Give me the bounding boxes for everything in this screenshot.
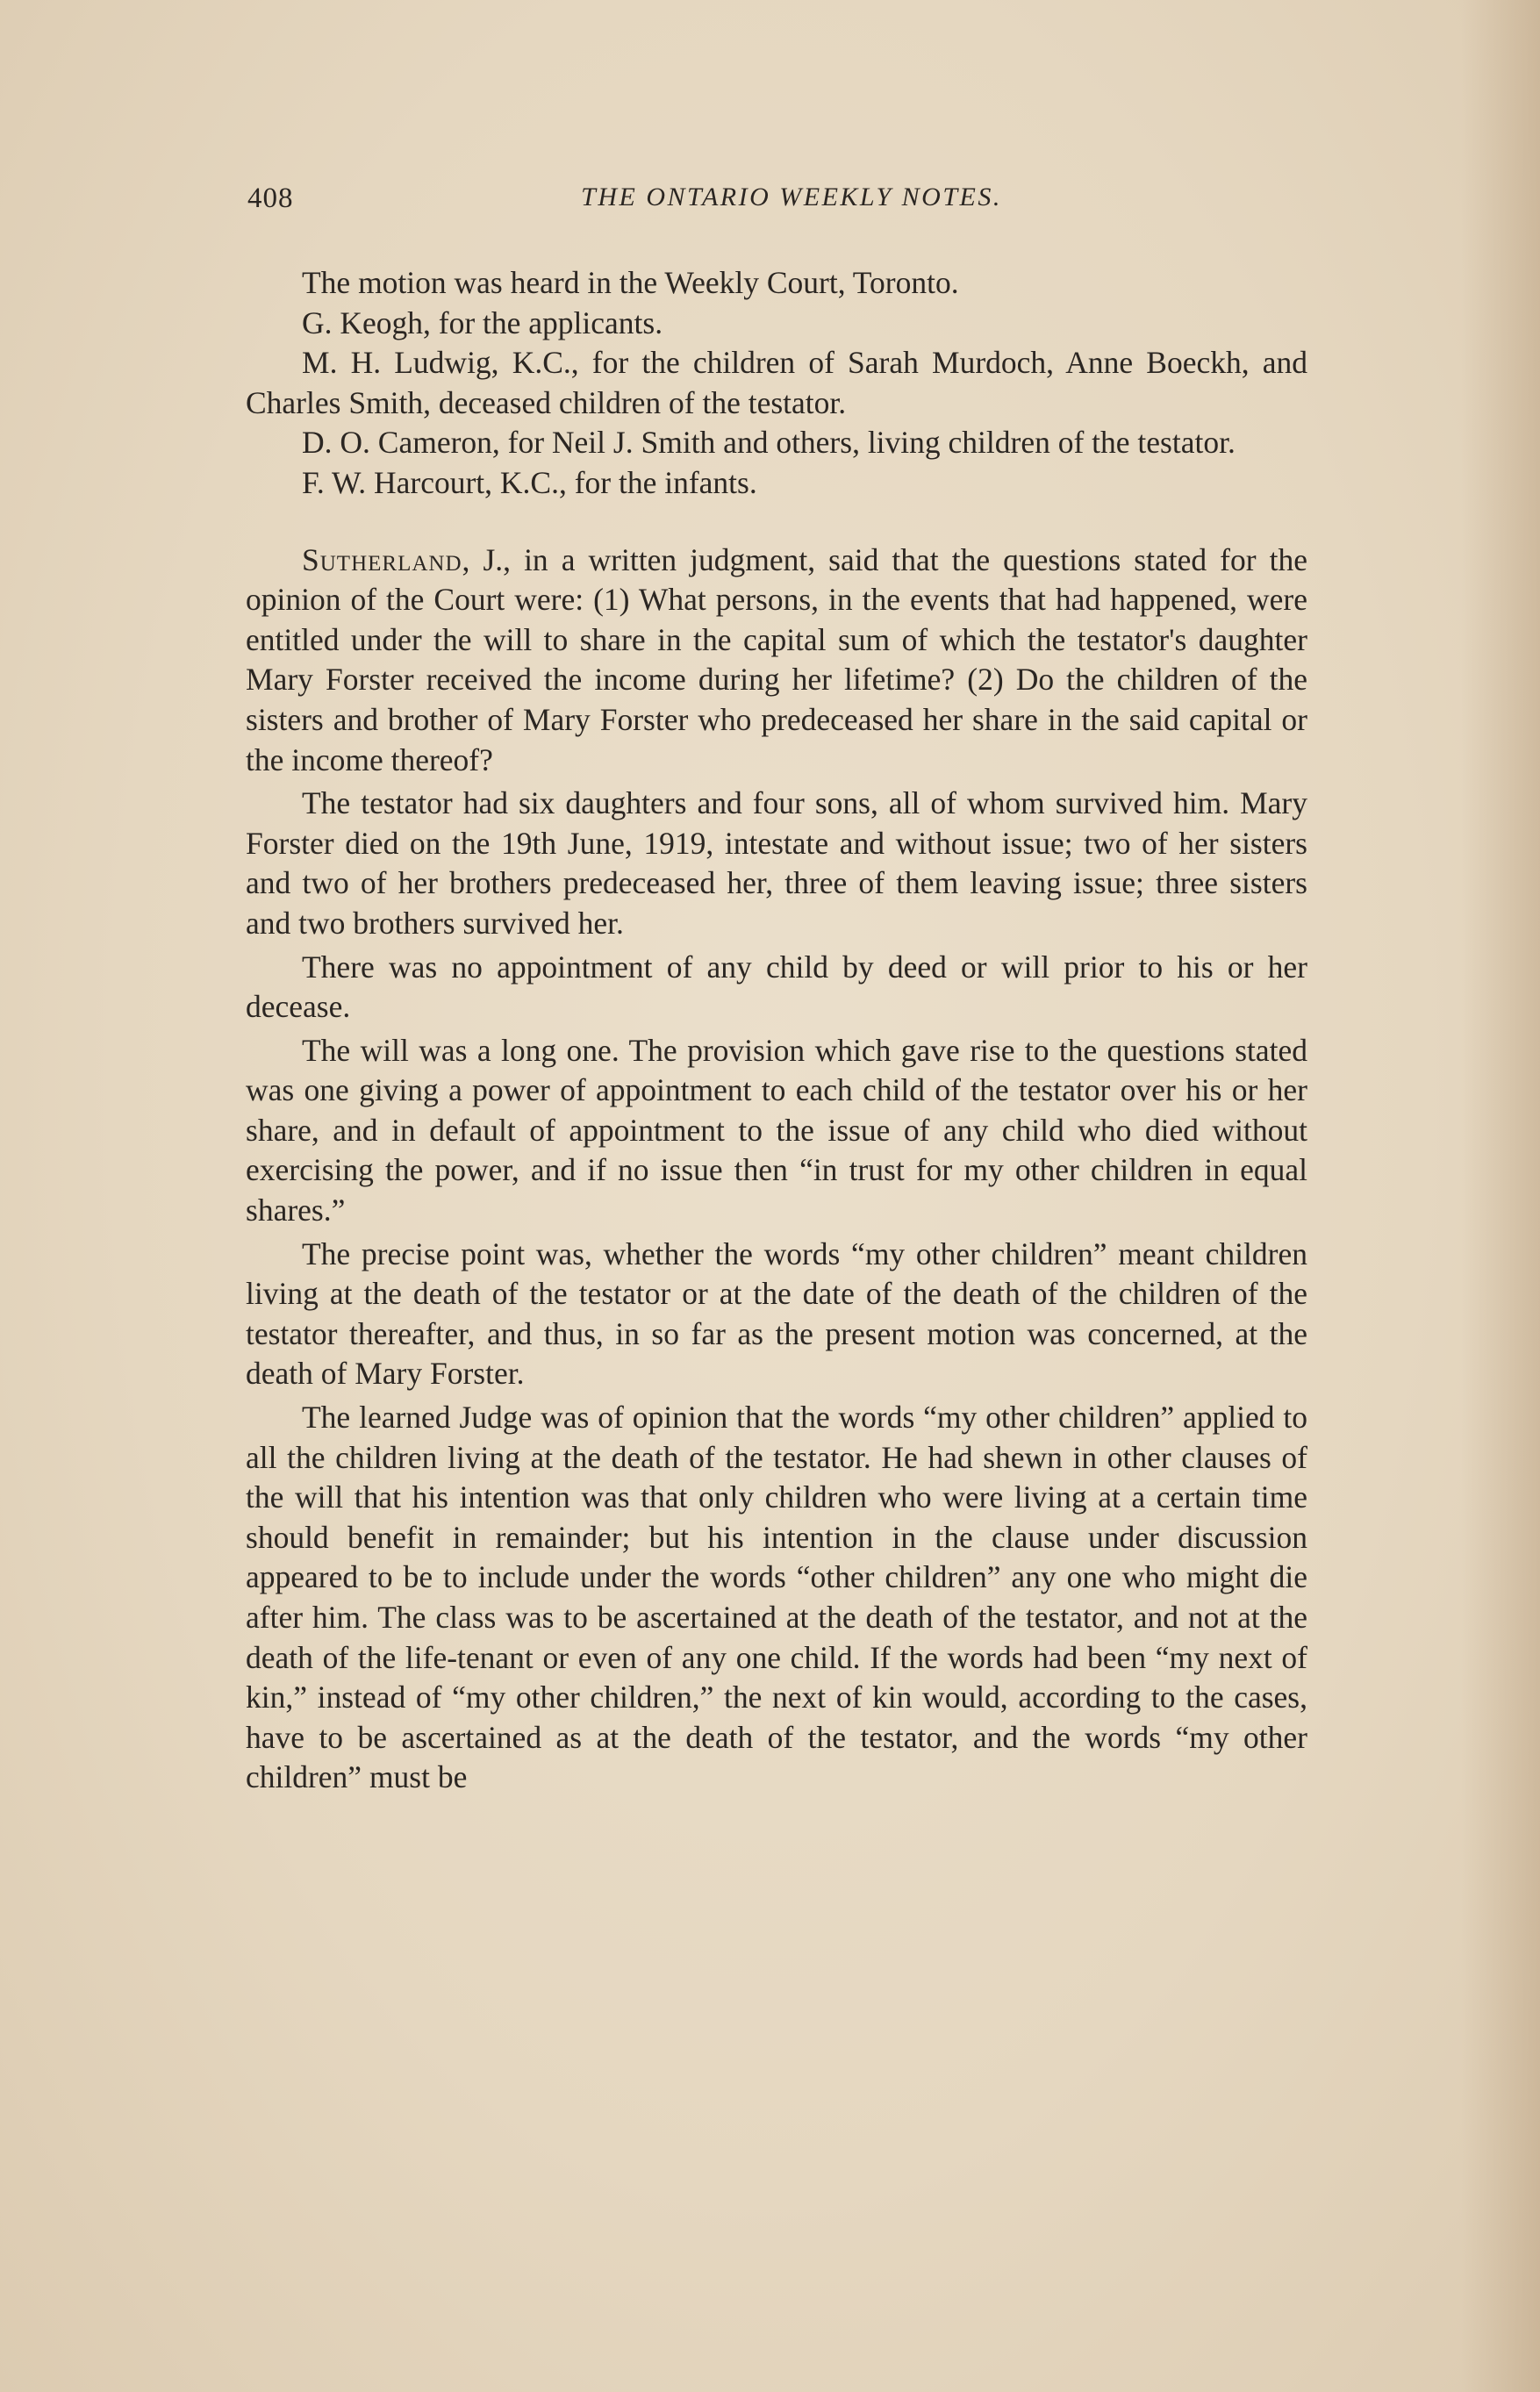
counsel-line: D. O. Cameron, for Neil J. Smith and others, living children of the testator. — [302, 425, 1236, 461]
judgment-paragraph: The learned Judge was of opinion that the words “my other children” applied to all the children living at the death of the testator. He had shewn in other clauses of the will that his intention was that only children who were living at a certain time should benefit in remainder; but his intention in the clause under discussion appeared to be to include under the words “other children” any one who might die after him. The class was to be ascertained at the death of the testator, and not at the death of the life-tenant or even of any one child. If the words had been “my next of kin,” instead of “my other children,” the next of kin would, according to the cases, have to be ascertained as at the death of the testator, and the words “my other children” must be — [246, 1400, 1307, 1795]
page-header — [247, 183, 1336, 226]
running-title: THE ONTARIO WEEKLY NOTES. — [581, 183, 1002, 211]
counsel-section — [246, 263, 1307, 504]
counsel-line: F. W. Harcourt, K.C., for the infants. — [302, 464, 757, 500]
counsel-line: M. H. Ludwig, K.C., for the children of Sarah Murdoch, Anne Boeckh, and Charles Smith, deceased children of the testator. — [246, 345, 1307, 420]
judgment-paragraph: There was no appointment of any child by deed or will prior to his or her decease. — [246, 949, 1307, 1025]
judge-name: Sutherland — [302, 541, 462, 577]
judgment-opening-text: , J., in a written judgment, said that the questions stated for the opinion of the Court were: (1) What persons, in the events that had happened, were entitled under the will to share in the capital sum of which the testator's daughter Mary Forster received the income during her lifetime? (2) Do the children of the sisters and brother of Mary Forster who predeceased her share in the said capital or the income thereof? — [246, 541, 1307, 777]
judgment-section — [246, 541, 1307, 1798]
page-number: 408 — [247, 183, 294, 214]
counsel-line: G. Keogh, for the applicants. — [302, 304, 663, 340]
judgment-paragraph: The testator had six daughters and four sons, all of whom survived him. Mary Forster died on the 19th June, 1919, intestate and without issue; two of her sisters and two of her brothers predeceased her, three of them leaving issue; three sisters and two brothers survived her. — [246, 785, 1307, 941]
judgment-paragraph: The will was a long one. The provision which gave rise to the questions stated was one giving a power of appointment to each child of the testator over his or her share, and in default of appointment to the issue of any child who died without exercising the power, and if no issue then “in trust for my other children in equal shares.” — [246, 1032, 1307, 1228]
judgment-paragraph — [246, 541, 1307, 781]
body-text — [246, 263, 1307, 1801]
judgment-paragraph: The precise point was, whether the words “my other children” meant children living at the death of the testator or at the date of the death of the children of the testator thereafter, and thus, in so far as the present motion was concerned, at the death of Mary Forster. — [246, 1235, 1307, 1392]
counsel-line: The motion was heard in the Weekly Court, Toronto. — [302, 265, 959, 300]
